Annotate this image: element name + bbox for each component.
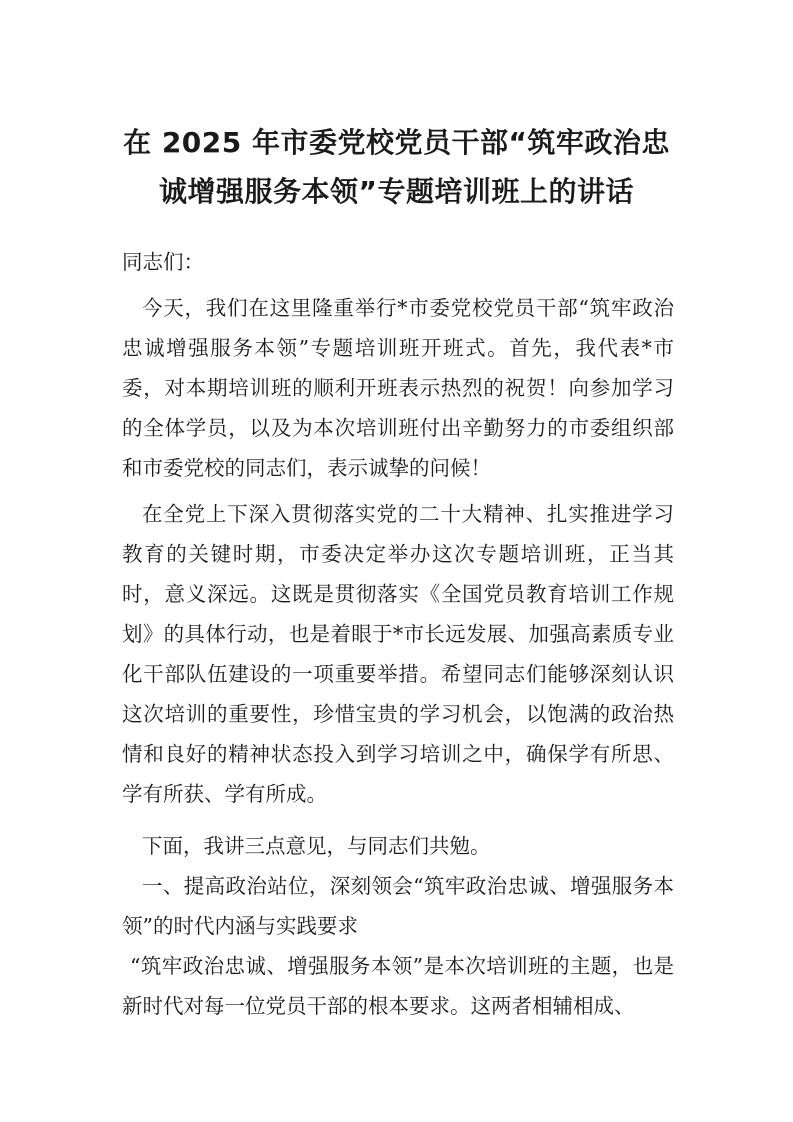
- salutation: 同志们：: [122, 250, 204, 274]
- paragraph-section-1: “筑牢政治忠诚、增强服务本领”是本次培训班的主题，也是新时代对每一位党员干部的根本要求。这两者相辅相成、: [122, 954, 674, 1018]
- paragraph-opening: 今天，我们在这里隆重举行*市委党校党员干部“筑牢政治忠诚增强服务本领”专题培训班开班式。首先，我代表*市委，对本期培训班的顺利开班表示热烈的祝贺！向参加学习的全体学员，以及为本次培训班付出辛勤努力的市委组织部和市委党校的同志们，表示诚挚的问候！: [122, 296, 674, 480]
- paragraph-transition: 下面，我讲三点意见，与同志们共勉。: [142, 834, 491, 858]
- document-title-line-2: 诚增强服务本领”专题培训班上的讲话: [159, 175, 634, 208]
- document-title-line-1: 在 2025 年市委党校党员干部“筑牢政治忠: [123, 126, 670, 159]
- section-heading-1: 一、提高政治站位，深刻领会“筑牢政治忠诚、增强服务本领”的时代内涵与实践要求: [122, 874, 674, 938]
- paragraph-significance: 在全党上下深入贯彻落实党的二十大精神、扎实推进学习教育的关键时期，市委决定举办这次专题培训班，正当其时，意义深远。这既是贯彻落实《全国党员教育培训工作规划》的具体行动，也是着眼于*市长远发展、加强高素质专业化干部队伍建设的一项重要举措。希望同志们能够深刻认识这次培训的重要性，珍惜宝贵的学习机会，以饱满的政治热情和良好的精神状态投入到学习培训之中，确保学有所思、学有所获、学有所成。: [122, 502, 674, 806]
